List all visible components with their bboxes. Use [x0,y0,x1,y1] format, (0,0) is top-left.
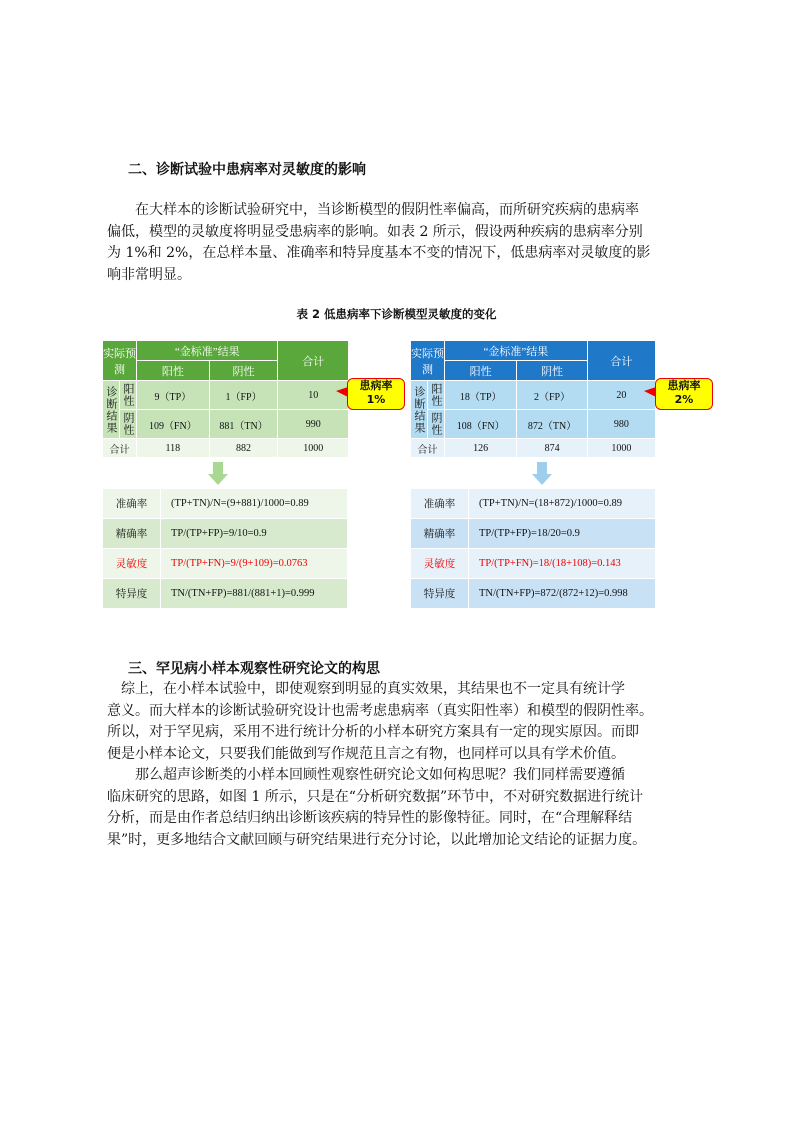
corner-label: 实际预测 [103,341,137,381]
cell: 882 [209,439,278,458]
sum-label: 合计 [411,439,445,458]
metric-name: 准确率 [411,489,469,519]
metrics-table-1pct [102,488,348,609]
gold-standard-header: “金标准”结果 [445,341,588,361]
section-2-heading: 二、诊断试验中患病率对灵敏度的影响 [128,162,366,178]
cell: 118 [137,439,210,458]
corner-label: 实际预测 [411,341,445,381]
row-positive-label: 阳性 [120,381,137,410]
metric-formula: (TP+TN)/N=(18+872)/1000=0.89 [469,489,656,519]
down-arrow-head-icon [208,474,228,485]
section-3-heading: 三、罕见病小样本观察性研究论文的构思 [128,661,380,677]
text-line: 响非常明显。 [107,266,191,283]
cell: 9（TP） [137,381,210,410]
text-line: 分析，而是由作者总结归纳出诊断该疾病的特异性的影像特征。同时，在“合理解释结 [107,810,633,826]
cell: 109（FN） [137,410,210,439]
cell: 1（FP） [209,381,278,410]
metric-name: 精确率 [103,519,161,549]
text-line: 为 1%和 2%，在总样本量、准确率和特异度基本不变的情况下，低患病率对灵敏度的影 [107,245,651,261]
negative-header: 阴性 [209,361,278,381]
section-2-paragraph [107,200,697,286]
metrics-table-2pct [410,488,656,609]
callout-value: 1% [366,393,386,406]
cell: 126 [445,439,517,458]
text-line: 便是小样本论文，只要我们能做到写作规范且言之有物，也同样可以具有学术价值。 [107,745,625,762]
text-line: 那么超声诊断类的小样本回顾性观察性研究论文如何构思呢？我们同样需要遵循 [107,767,625,783]
callout-value: 2% [674,393,694,406]
row-positive-label: 阳性 [428,381,445,410]
down-arrow-icon [213,462,223,474]
text-line: 意义。而大样本的诊断试验研究设计也需考虑患病率（真实阳性率）和模型的假阴性率。 [107,702,653,719]
total-header: 合计 [587,341,655,381]
metric-formula: TP/(TP+FP)=9/10=0.9 [161,519,348,549]
negative-header: 阴性 [517,361,587,381]
text-line: 果”时，更多地结合文献回顾与研究结果进行充分讨论，以此增加论文结论的证据力度。 [107,831,647,848]
text-line: 临床研究的思路，如图 1 所示，只是在“分析研究数据”环节中，不对研究数据进行统计 [107,788,644,805]
metric-formula: TP/(TP+FN)=9/(9+109)=0.0763 [161,549,348,579]
metric-formula: (TP+TN)/N=(9+881)/1000=0.89 [161,489,348,519]
prevalence-callout [347,378,405,410]
cell: 18（TP） [445,381,517,410]
metric-name: 灵敏度 [411,549,469,579]
cell: 990 [278,410,349,439]
metric-formula: TN/(TN+FP)=872/(872+12)=0.998 [469,579,656,609]
metric-name: 灵敏度 [103,549,161,579]
confusion-table-1pct [102,340,349,458]
cell: 1000 [278,439,349,458]
cell: 980 [587,410,655,439]
cell: 108（FN） [445,410,517,439]
text-line: 偏低，模型的灵敏度将明显受患病率的影响。如表 2 所示，假设两种疾病的患病率分别 [107,223,643,240]
callout-label: 患病率 [667,379,701,392]
row-group-label: 诊断结果 [411,381,428,439]
row-group-label: 诊断结果 [103,381,120,439]
metric-name: 精确率 [411,519,469,549]
metric-name: 特异度 [103,579,161,609]
sum-label: 合计 [103,439,137,458]
gold-standard-header: “金标准”结果 [137,341,278,361]
metric-name: 特异度 [411,579,469,609]
positive-header: 阳性 [137,361,210,381]
metric-name: 准确率 [103,489,161,519]
down-arrow-icon [537,462,547,474]
metric-formula: TP/(TP+FP)=18/20=0.9 [469,519,656,549]
text-line: 综上，在小样本试验中，即使观察到明显的真实效果，其结果也不一定具有统计学 [107,681,625,697]
cell: 20 [587,381,655,410]
text-line: 所以，对于罕见病，采用不进行统计分析的小样本研究方案具有一定的现实原因。而即 [107,724,639,740]
text-line: 在大样本的诊断试验研究中，当诊断模型的假阴性率偏高，而所研究疾病的患病率 [135,202,639,218]
cell: 10 [278,381,349,410]
metric-formula: TN/(TN+FP)=881/(881+1)=0.999 [161,579,348,609]
cell: 1000 [587,439,655,458]
prevalence-callout [655,378,713,410]
row-negative-label: 阴性 [120,410,137,439]
row-negative-label: 阴性 [428,410,445,439]
total-header: 合计 [278,341,349,381]
positive-header: 阳性 [445,361,517,381]
cell: 2（FP） [517,381,587,410]
table-caption: 表 2 低患病率下诊断模型灵敏度的变化 [296,307,497,321]
cell: 872（TN） [517,410,587,439]
metric-formula: TP/(TP+FN)=18/(18+108)=0.143 [469,549,656,579]
cell: 874 [517,439,587,458]
section-3-paragraph [107,679,697,851]
down-arrow-head-icon [532,474,552,485]
cell: 881（TN） [209,410,278,439]
callout-label: 患病率 [359,379,393,392]
confusion-table-2pct [410,340,656,458]
